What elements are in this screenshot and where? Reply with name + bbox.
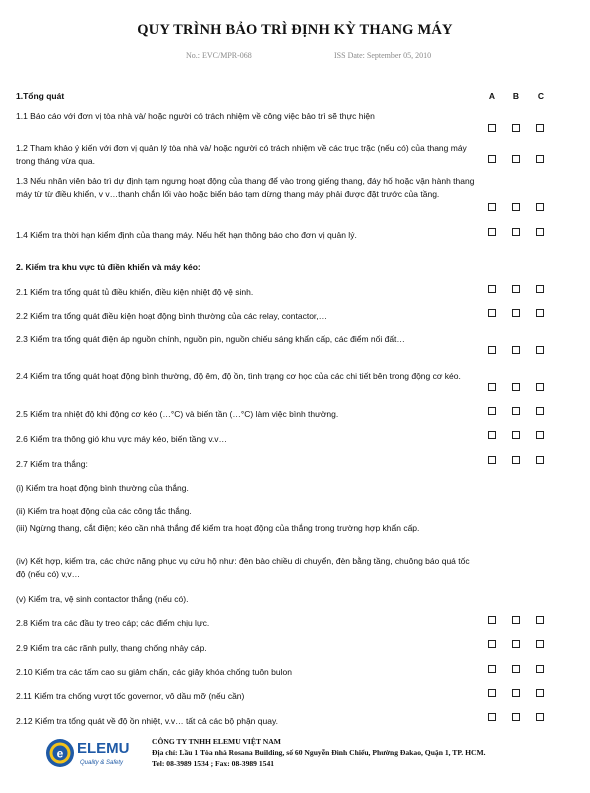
elemu-logo-graphic xyxy=(44,736,144,772)
checkbox-b[interactable] xyxy=(512,346,520,354)
checkbox-b[interactable] xyxy=(512,407,520,415)
checkbox-a[interactable] xyxy=(488,616,496,624)
checklist-item-2-10: 2.10 Kiểm tra các tấm cao su giảm chấn, các giây khóa chống tuôn bulon xyxy=(16,667,292,677)
logo-wordmark: ELEMU xyxy=(77,740,130,757)
checkbox-b[interactable] xyxy=(512,689,520,697)
document-number: No.: EVC/MPR-068 xyxy=(186,51,252,60)
checklist-item-1-1: 1.1 Báo cáo với đơn vị tòa nhà và/ hoặc người có trách nhiệm về công việc bảo trì sẽ thực hiện xyxy=(16,111,375,121)
column-header-b: B xyxy=(512,91,520,101)
checklist-item-1-4: 1.4 Kiểm tra thời hạn kiểm định của thang máy. Nếu hết hạn thông báo cho đơn vị quản lý. xyxy=(16,230,357,240)
checklist-item-2-2: 2.2 Kiểm tra tổng quát điều kiện hoạt động bình thường của các relay, contactor,… xyxy=(16,311,328,321)
checklist-item-1-3: 1.3 Nếu nhân viên bảo trì dự định tạm ngưng hoạt động của thang để vào trong giếng thang, đáy hố hoặc vận hành thang máy từ từ điều khiển, v v…thanh chắn lối vào hoặc biển báo tạm dừng thang máy phải được đặt trước của tầng. xyxy=(16,176,475,199)
checkbox-b[interactable] xyxy=(512,124,520,132)
checklist-item-2-6: 2.6 Kiểm tra thông gió khu vực máy kéo, biến tầng v.v… xyxy=(16,434,228,444)
checkbox-c[interactable] xyxy=(536,407,544,415)
checkbox-a[interactable] xyxy=(488,155,496,163)
logo-tagline: Quality & Safety xyxy=(80,760,124,766)
checklist-item-2-12: 2.12 Kiểm tra tổng quát về độ ồn nhiệt, v.v… tất cả các bộ phận quay. xyxy=(16,716,278,726)
checkbox-b[interactable] xyxy=(512,616,520,624)
column-header-a: A xyxy=(488,91,496,101)
checklist-subitem-2-7-iii: (iii) Ngừng thang, cắt điện; kéo cần nhả thắng để kiểm tra hoạt động của thắng trong trường hợp khẩn cấp. xyxy=(16,523,420,533)
checkbox-a[interactable] xyxy=(488,228,496,236)
checklist-item-1-2: 1.2 Tham khảo ý kiến với đơn vị quản lý tòa nhà và/ hoặc người có trách nhiệm về các trục trặc (nếu có) của thang máy trong tháng vừa qua. xyxy=(16,143,467,166)
checkbox-a[interactable] xyxy=(488,383,496,391)
checkbox-a[interactable] xyxy=(488,407,496,415)
issue-date: ISS Date: September 05, 2010 xyxy=(334,51,432,60)
checkbox-a[interactable] xyxy=(488,285,496,293)
checkbox-c[interactable] xyxy=(536,155,544,163)
checkbox-a[interactable] xyxy=(488,124,496,132)
checklist-subitem-2-7-ii: (ii) Kiểm tra hoạt động của các công tắc thắng. xyxy=(16,506,192,516)
checkbox-a[interactable] xyxy=(488,309,496,317)
section-2-title: 2. Kiểm tra khu vực tủ điền khiển và máy kéo: xyxy=(16,262,201,272)
checklist-item-2-9: 2.9 Kiểm tra các rãnh pully, thang chống nhảy cáp. xyxy=(16,643,207,653)
checkbox-a[interactable] xyxy=(488,640,496,648)
checkbox-c[interactable] xyxy=(536,713,544,721)
checkbox-c[interactable] xyxy=(536,309,544,317)
checkbox-b[interactable] xyxy=(512,456,520,464)
company-name: CÔNG TY TNHH ELEMU VIỆT NAM xyxy=(152,737,281,746)
checkbox-c[interactable] xyxy=(536,124,544,132)
checkbox-a[interactable] xyxy=(488,346,496,354)
svg-text:e: e xyxy=(56,746,64,761)
checkbox-b[interactable] xyxy=(512,309,520,317)
checklist-item-2-4: 2.4 Kiểm tra tổng quát hoạt động bình thường, độ êm, độ ồn, tình trạng cơ học của các chi tiết bên trong động cơ kéo. xyxy=(16,371,461,381)
checkbox-b[interactable] xyxy=(512,665,520,673)
checkbox-c[interactable] xyxy=(536,431,544,439)
checklist-subitem-2-7-i: (i) Kiểm tra hoạt động bình thường của thắng. xyxy=(16,483,189,493)
checkbox-b[interactable] xyxy=(512,383,520,391)
company-contact: Tel: 08-3989 1534 ; Fax: 08-3989 1541 xyxy=(152,759,275,768)
checklist-subitem-2-7-iv: (iv) Kết hợp, kiểm tra, các chức năng phục vụ cứu hộ như: đèn bào chiều di chuyển, đèn bằng tầng, chuông báo quá tốc độ (nếu có) v,v… xyxy=(16,556,470,579)
checkbox-c[interactable] xyxy=(536,383,544,391)
elemu-logo xyxy=(44,736,144,772)
checklist-item-2-1: 2.1 Kiểm tra tổng quát tủ điều khiển, điều kiện nhiệt độ vệ sinh. xyxy=(16,287,254,297)
checklist-item-2-3: 2.3 Kiểm tra tổng quát điện áp nguồn chính, nguồn pin, nguồn chiếu sáng khẩn cấp, các điểm nối đất… xyxy=(16,334,405,344)
company-address: Địa chỉ: Lầu 1 Tòa nhà Rosana Building, số 60 Nguyễn Đình Chiểu, Phường Đakao, Quận 1, TP. HCM. xyxy=(152,748,486,757)
checklist-subitem-2-7-v: (v) Kiểm tra, vệ sinh contactor thắng (nếu có). xyxy=(16,594,189,604)
checkbox-a[interactable] xyxy=(488,456,496,464)
checkbox-c[interactable] xyxy=(536,285,544,293)
checkbox-b[interactable] xyxy=(512,640,520,648)
checklist-item-2-5: 2.5 Kiểm tra nhiệt độ khi động cơ kéo (…°C) và biến tần (…°C) làm việc bình thường. xyxy=(16,409,339,419)
checkbox-a[interactable] xyxy=(488,431,496,439)
checkbox-b[interactable] xyxy=(512,155,520,163)
checkbox-a[interactable] xyxy=(488,665,496,673)
checkbox-b[interactable] xyxy=(512,431,520,439)
checkbox-b[interactable] xyxy=(512,285,520,293)
checkbox-c[interactable] xyxy=(536,228,544,236)
checkbox-b[interactable] xyxy=(512,203,520,211)
section-1-title: 1.Tổng quát xyxy=(16,91,65,101)
checklist-item-2-8: 2.8 Kiểm tra các đầu ty treo cáp; các điểm chịu lực. xyxy=(16,618,210,628)
checkbox-c[interactable] xyxy=(536,346,544,354)
checkbox-c[interactable] xyxy=(536,203,544,211)
checklist-item-2-11: 2.11 Kiểm tra chống vượt tốc governor, vô dầu mỡ (nếu cần) xyxy=(16,691,245,701)
checkbox-b[interactable] xyxy=(512,228,520,236)
checkbox-c[interactable] xyxy=(536,665,544,673)
column-header-c: C xyxy=(537,91,545,101)
checkbox-c[interactable] xyxy=(536,689,544,697)
checkbox-a[interactable] xyxy=(488,689,496,697)
checkbox-c[interactable] xyxy=(536,640,544,648)
checkbox-b[interactable] xyxy=(512,713,520,721)
checkbox-a[interactable] xyxy=(488,203,496,211)
checkbox-c[interactable] xyxy=(536,616,544,624)
checklist-item-2-7: 2.7 Kiểm tra thắng: xyxy=(16,459,88,469)
checkbox-c[interactable] xyxy=(536,456,544,464)
document-title: QUY TRÌNH BẢO TRÌ ĐỊNH KỲ THANG MÁY xyxy=(137,22,453,38)
checkbox-a[interactable] xyxy=(488,713,496,721)
